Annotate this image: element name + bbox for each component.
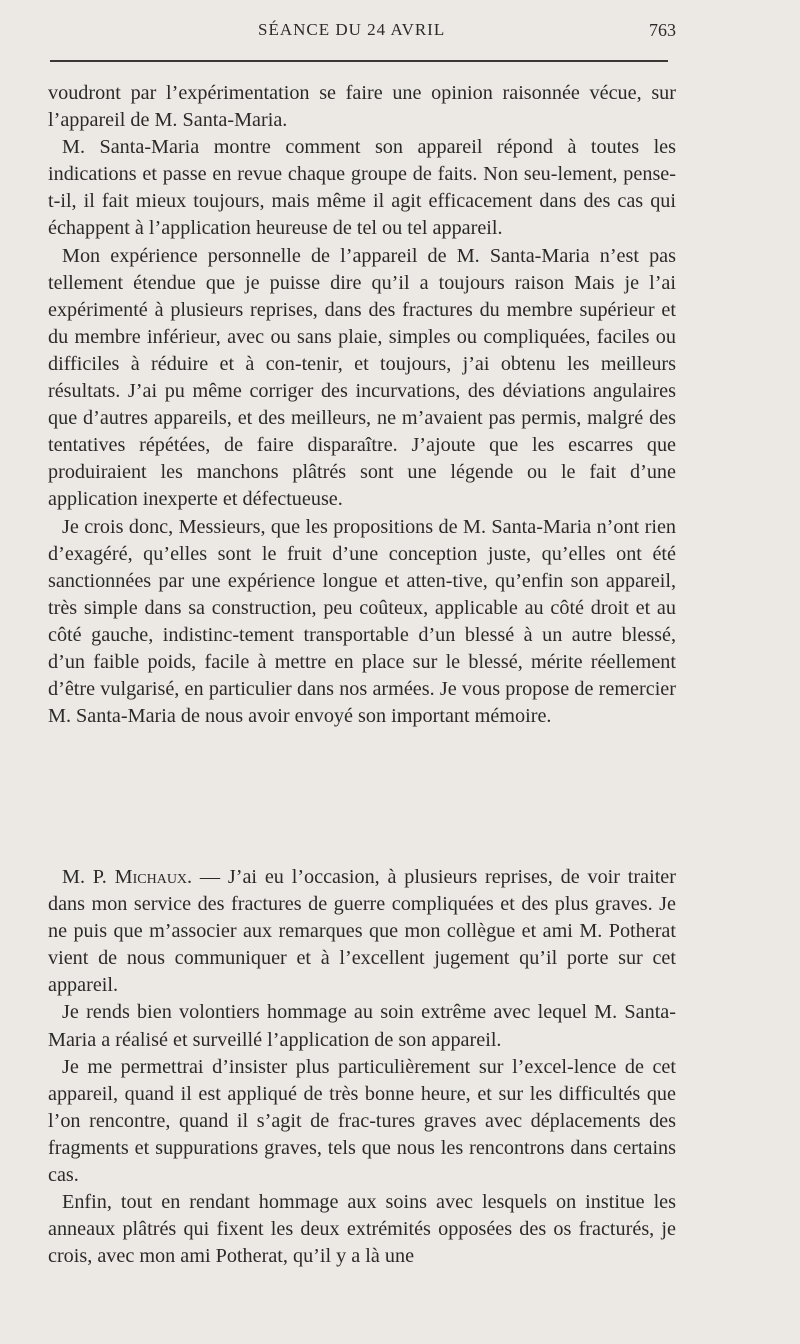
paragraph-3: Mon expérience personnelle de l’appareil de M. Santa-Maria n’est pas tellement étendue que je puisse dire qu’il a toujours raison Mais je l’ai expérimenté à plusieurs reprises, dans des fractures du membre supérieur et du membre inférieur, avec ou sans plaie, simples ou compliquées, faciles ou difficiles à réduire et à con-tenir, et toujours, j’ai obtenu les meilleurs résultats. J’ai pu même corriger des incurvations, des déviations angulaires que d’autres appareils, et des meilleurs, ne m’avaient pas permis, malgré des tentatives répétées, de faire disparaître. J’ajoute que les escarres que produiraient les manchons plâtrés sont une légende ou le fait d’une application inexperte et défectueuse.: [48, 244, 676, 511]
paragraph-1: voudront par l’expérimentation se faire une opinion raisonnée vécue, sur l’appareil de M. Santa-Maria.: [48, 82, 676, 132]
body-text-lower: [48, 864, 676, 1270]
paragraph-5-text: — J’ai eu l’occasion, à plusieurs reprises, de voir traiter dans mon service des fractures de guerre compliquées et des plus graves. Je ne puis que m’associer aux remarques que mon collègue et ami M. Potherat vient de nous communiquer et à l’excellent jugement qu’il porte sur cet appareil.: [48, 866, 676, 997]
paragraph-4: Je crois donc, Messieurs, que les propositions de M. Santa-Maria n’ont rien d’exagéré, qu’elles sont le fruit d’une conception juste, qu’elles ont été sanctionnées par une expérience longue et atten-tive, qu’enfin son appareil, très simple dans sa construction, peu coûteux, applicable au côté droit et au côté gauche, indistinc-tement transportable d’un blessé à un autre blessé, d’un faible poids, facile à mettre en place sur le blessé, mérite réellement d’être vulgarisé, en particulier dans nos armées. Je vous propose de remercier M. Santa-Maria de nous avoir envoyé son important mémoire.: [48, 515, 676, 728]
running-head: SÉANCE DU 24 AVRIL: [258, 20, 446, 39]
paragraph-7: Je me permettrai d’insister plus particulièrement sur l’excel-lence de cet appareil, quand il est appliqué de très bonne heure, et sur les difficultés que l’on rencontre, quand il s’agit de frac-tures graves avec déplacements des fragments et suppurations graves, tels que nous les rencontrons dans certains cas.: [48, 1055, 676, 1187]
body-text-upper: [48, 80, 676, 730]
paragraph-8: Enfin, tout en rendant hommage aux soins avec lesquels on institue les anneaux plâtrés qui fixent les deux extrémités opposées des os fracturés, je crois, avec mon ami Potherat, qu’il y a là une: [48, 1191, 676, 1268]
header-rule: [50, 60, 668, 62]
page-number: 763: [649, 20, 676, 40]
paragraph-5: [48, 864, 676, 999]
speaker-name: M. P. Michaux.: [62, 866, 193, 888]
page-header: [48, 18, 676, 48]
paragraph-2: M. Santa-Maria montre comment son appareil répond à toutes les indications et passe en revue chaque groupe de faits. Non seu-lement, pense-t-il, il fait mieux toujours, mais même il agit efficacement dans des cas qui échappent à l’application heureuse de tel ou tel appareil.: [48, 136, 676, 240]
paragraph-6: Je rends bien volontiers hommage au soin extrême avec lequel M. Santa-Maria a réalisé et surveillé l’application de son appareil.: [48, 1001, 676, 1051]
